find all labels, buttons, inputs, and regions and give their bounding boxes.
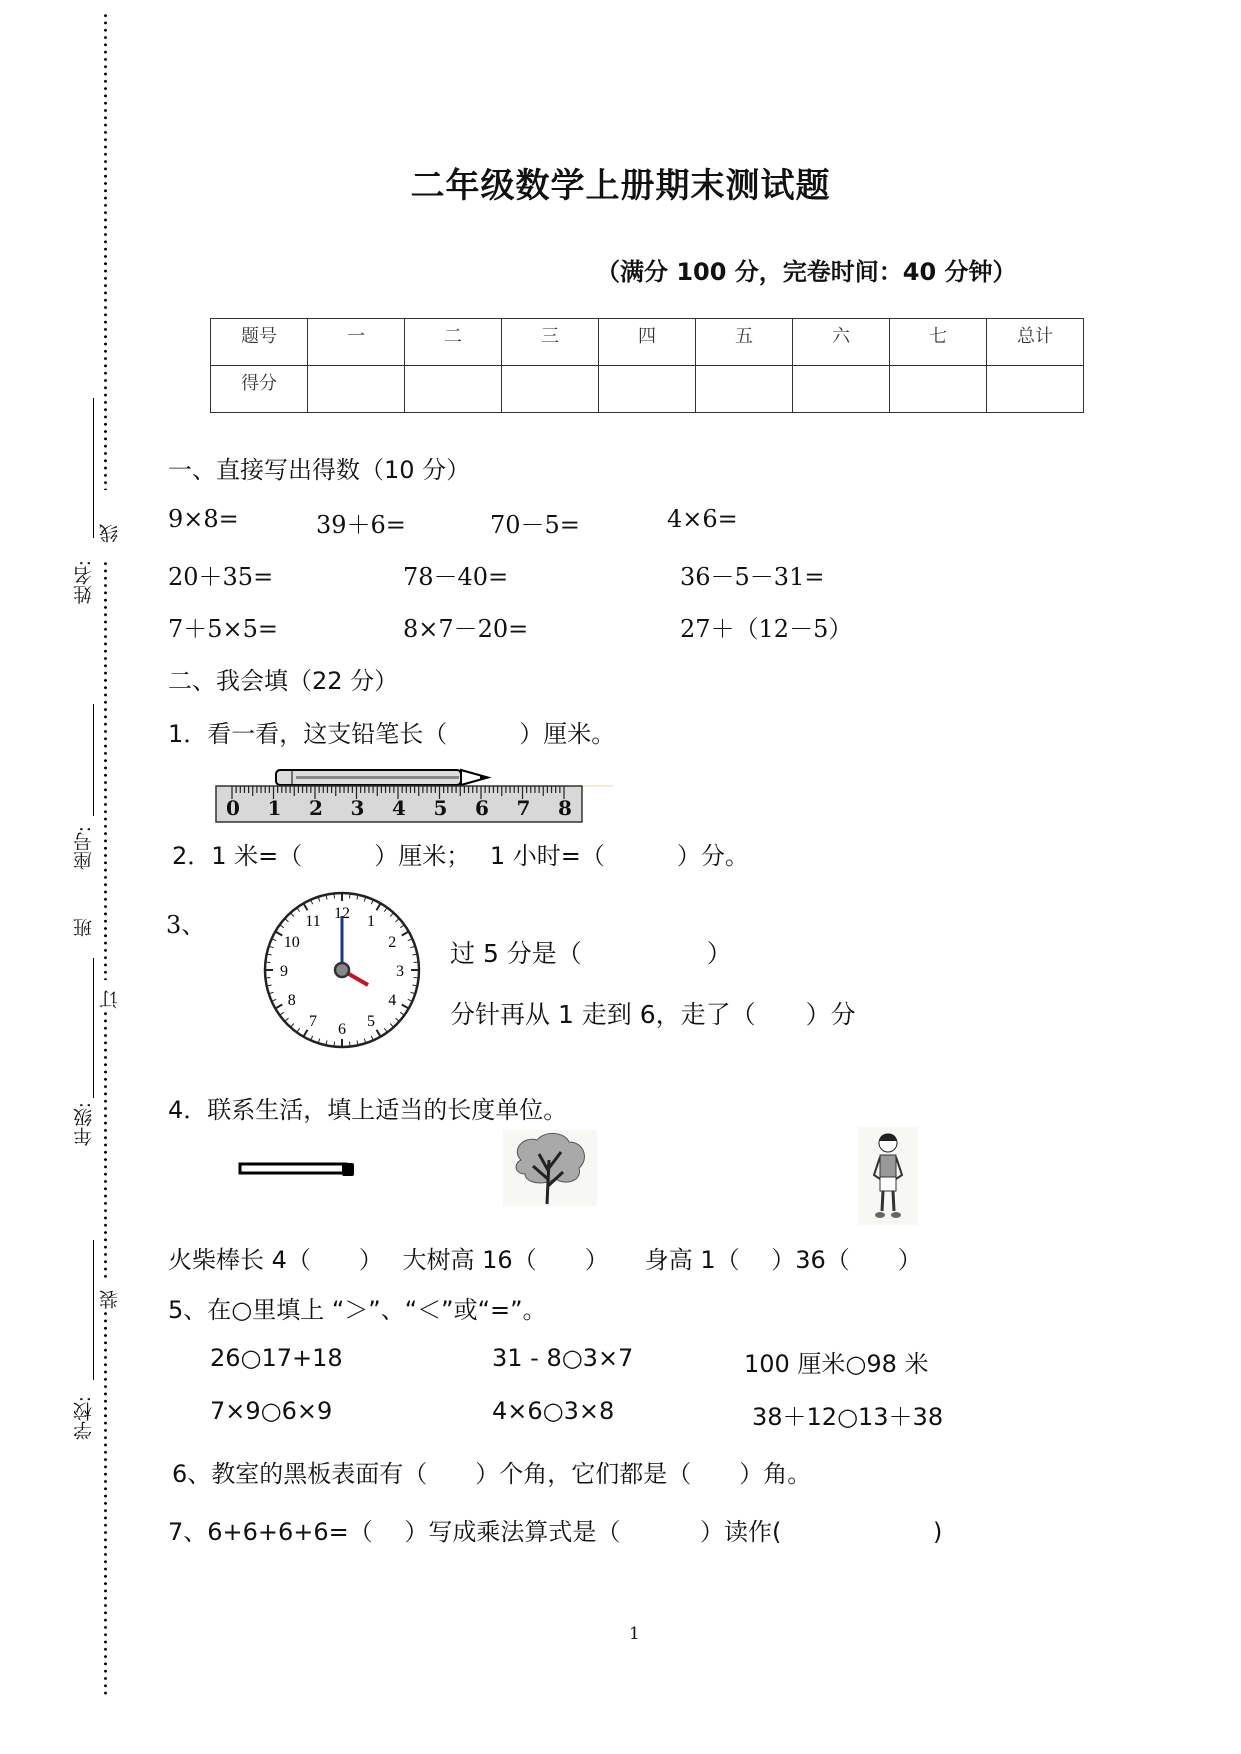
ruler-label: 1: [267, 796, 282, 820]
school-label: 学校:: [73, 1396, 95, 1441]
pencil-icon: [276, 770, 488, 785]
problem: 27＋（12－5）: [680, 615, 853, 643]
score-header-cell: 五: [696, 319, 793, 366]
exam-info: （满分 100 分，完卷时间：40 分钟）: [596, 258, 1017, 286]
page-number: 1: [629, 1624, 640, 1644]
score-header-cell: 二: [405, 319, 502, 366]
clock-number: 5: [367, 1013, 375, 1031]
ruler-label: 8: [558, 796, 572, 820]
problem: 70－5=: [490, 511, 580, 539]
score-input-cell[interactable]: [987, 366, 1084, 413]
compare-item: 38＋12○13＋38: [752, 1403, 944, 1431]
score-row-label: 得分: [211, 366, 308, 413]
section2-heading: 二、我会填（22 分）: [168, 667, 399, 695]
cut-mark-line: 线: [99, 524, 121, 543]
clock-tick: [334, 893, 335, 898]
clock-number: 11: [305, 912, 321, 930]
name-underline: [93, 398, 94, 538]
compare-item: 4×6○3×8: [492, 1397, 615, 1425]
clock-number: 6: [338, 1021, 346, 1038]
score-header-cell: 七: [890, 319, 987, 366]
binding-dotted-line: [104, 12, 107, 490]
clock-tick: [414, 978, 419, 979]
question-4: 4．联系生活，填上适当的长度单位。: [168, 1096, 568, 1124]
score-input-cell[interactable]: [308, 366, 405, 413]
grade-underline: [93, 1030, 94, 1098]
score-table: [210, 318, 1084, 413]
clock-tick: [265, 978, 270, 979]
binding-dotted-line: [104, 1010, 107, 1280]
score-table-header-row: [211, 319, 1084, 366]
ruler-label: 6: [475, 796, 489, 820]
name-label: 姓名:: [73, 560, 95, 605]
problem: 39＋6=: [316, 511, 406, 539]
school-underline: [93, 1240, 94, 1380]
question-5: 5、在○里填上 “＞”、“＜”或“=”。: [168, 1296, 547, 1324]
class-underline: [93, 958, 94, 1038]
clock-tick: [350, 1042, 351, 1047]
score-input-cell[interactable]: [793, 366, 890, 413]
clock-tick: [334, 1042, 335, 1047]
clock-number: 12: [334, 905, 350, 922]
clock-tick: [350, 893, 351, 898]
binding-dotted-line: [104, 1310, 107, 1695]
grade-label: 年级:: [73, 1102, 95, 1147]
clock-number: 7: [309, 1013, 317, 1031]
ruler-label: 0: [226, 796, 240, 820]
score-header-cell: 三: [502, 319, 599, 366]
score-input-cell[interactable]: [599, 366, 696, 413]
seat-label: 座号:: [73, 826, 95, 871]
ruler-label: 7: [516, 796, 531, 820]
matchstick-icon: [238, 1160, 358, 1180]
problem: 36－5－31=: [680, 563, 825, 591]
clock-number: 8: [287, 992, 296, 1009]
problem: 8×7－20=: [403, 615, 529, 643]
score-header-cell: 四: [599, 319, 696, 366]
question-3-line1: 过 5 分是（ ）: [450, 939, 732, 968]
clock-number: 1: [367, 912, 375, 930]
compare-item: 100 厘米○98 米: [744, 1350, 929, 1378]
clock-icon: [260, 888, 424, 1052]
score-header-cell: 六: [793, 319, 890, 366]
question-4-answers: 火柴棒长 4（ ） 大树高 16（ ） 身高 1（ ）36（ ）: [168, 1246, 922, 1274]
score-input-cell[interactable]: [890, 366, 987, 413]
problem: 7＋5×5=: [168, 615, 279, 643]
question-3-line2: 分针再从 1 走到 6，走了（ ）分: [450, 1000, 856, 1029]
compare-item: 31 - 8○3×7: [492, 1344, 634, 1372]
question-6: 6、教室的黑板表面有（ ）个角，它们都是（ ）角。: [172, 1460, 812, 1488]
clock-number: 2: [388, 934, 397, 951]
ruler-label: 2: [309, 796, 323, 820]
question-7: 7、6+6+6+6=（ ）写成乘法算式是（ ）读作( ): [168, 1518, 943, 1546]
page-title: 二年级数学上册期末测试题: [410, 166, 831, 206]
score-input-cell[interactable]: [502, 366, 599, 413]
section1-heading: 一、直接写出得数（10 分）: [168, 456, 471, 484]
question-1: 1．看一看，这支铅笔长（ ）厘米。: [168, 720, 616, 748]
class-label: 班: [73, 918, 95, 937]
compare-item: 7×9○6×9: [210, 1397, 333, 1425]
problem: 78－40=: [403, 563, 509, 591]
score-input-cell[interactable]: [405, 366, 502, 413]
cut-mark-zhuang: 装: [99, 1290, 121, 1309]
score-table-score-row: [211, 366, 1084, 413]
score-header-cell: 一: [308, 319, 405, 366]
ruler-labels: [214, 796, 614, 820]
score-header-cell: 总计: [987, 319, 1084, 366]
clock-number: 3: [396, 963, 404, 980]
ruler-label: 3: [350, 796, 365, 820]
tree-icon: [503, 1130, 597, 1206]
clock-number: 10: [283, 934, 300, 951]
question-3-label: 3、: [166, 911, 206, 939]
clock-tick: [265, 962, 270, 963]
clock-number: 4: [388, 992, 397, 1009]
boy-icon: [858, 1127, 918, 1225]
seat-underline: [93, 704, 94, 816]
score-input-cell[interactable]: [696, 366, 793, 413]
problem: 4×6=: [667, 505, 738, 533]
score-header-cell: 题号: [211, 319, 308, 366]
clock-tick: [414, 962, 419, 963]
ruler-label: 5: [433, 796, 448, 820]
ruler-label: 4: [392, 796, 406, 820]
problem: 20＋35=: [168, 563, 274, 591]
question-2: 2．1 米=（ ）厘米； 1 小时=（ ）分。: [172, 842, 749, 870]
cut-mark-ding: 订: [99, 990, 121, 1009]
clock-number: 9: [280, 963, 288, 980]
compare-item: 26○17+18: [210, 1344, 343, 1372]
problem: 9×8=: [168, 505, 239, 533]
binding-dotted-line: [104, 560, 107, 980]
